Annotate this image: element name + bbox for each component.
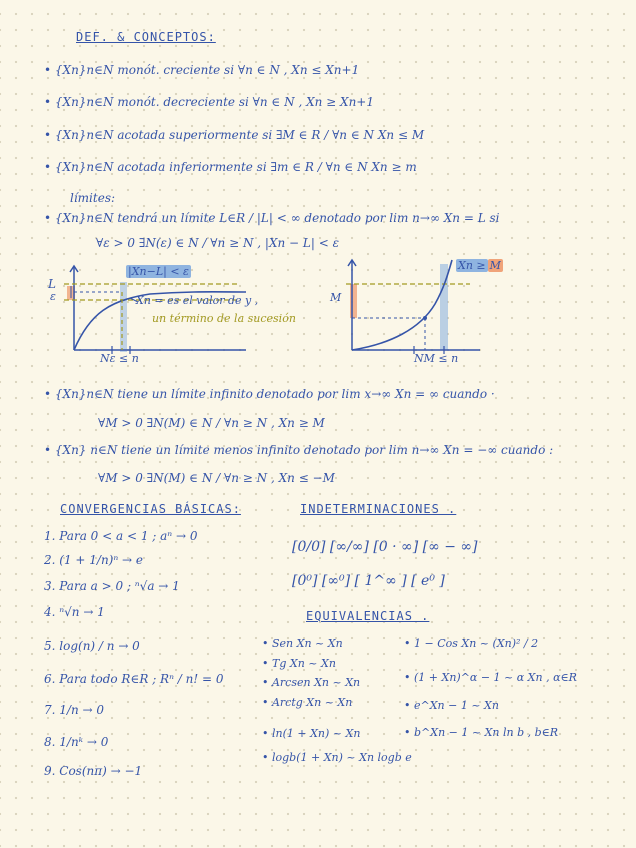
def-infinite-limit: • {Xn}n∈N tiene un límite infinito denotado por lim x→∞ Xn = ∞ cuando · [44,387,495,401]
equiv-left-1: • Sen Xn ~ Xn [262,637,343,650]
graph2-M-label: M [330,291,342,304]
conv-item-4: 4. ⁿ√n → 1 [44,605,105,619]
conv-item-6: 6. Para todo R∈R ; Rⁿ / n! = 0 [44,672,224,686]
indeterminations-title: INDETERMINACIONES . [300,502,457,516]
graph2-badge-left: Xn ≥ [458,259,486,272]
equiv-left-6: • logb(1 + Xn) ~ Xn logb e [262,751,412,764]
conv-item-2: 2. (1 + 1/n)ⁿ → e [44,553,143,567]
def-decreasing: • {Xn}n∈N monót. decreciente si ∀n ∈ N , Xn ≥ Xn+1 [44,95,374,109]
def-minus-infinite-condition: ∀M > 0 ∃N(M) ∈ N / ∀n ≥ N , Xn ≤ −M [98,471,335,485]
conv-item-9: 9. Cos(nπ) → −1 [44,764,143,778]
limits-label: límites: [70,191,116,205]
equiv-left-5: • ln(1 + Xn) ~ Xn [262,727,361,740]
def-limit: • {Xn}n∈N tendrá un límite L∈R / |L| < ∞ denotado por lim n→∞ Xn = L si [44,211,500,225]
equivalences-title: EQUIVALENCIAS . [306,609,430,623]
graph2-axis-label: NM ≤ n [414,352,459,365]
equiv-left-2: • Tg Xn ~ Xn [262,657,336,670]
graph1-badge-text: |Xn−L| < ε [128,265,189,278]
equiv-left-4: • Arctg Xn ~ Xn [262,696,353,709]
graph2-badge [456,260,503,271]
equiv-right-1: • 1 − Cos Xn ~ (Xn)² / 2 [404,637,539,650]
indet-row-1: [0/0] [∞/∞] [0 · ∞] [∞ − ∞] [292,539,478,555]
graph1-axis-label: Nε ≤ n [100,352,139,365]
graph1-note-1: Xn = es el valor de y , [136,294,259,307]
conv-item-8: 8. 1/nᵏ → 0 [44,735,109,749]
def-minus-infinite-limit: • {Xn} n∈N tiene un límite menos infinito denotado por lim n→∞ Xn = −∞ cuando : [44,443,554,457]
graph1-L-label: L [48,277,56,291]
graph1-eps-label: ε [50,290,56,303]
def-limit-condition: ∀ε > 0 ∃N(ε) ∈ N / ∀n ≥ N , |Xn − L| < ε [96,236,340,250]
graph1-badge [126,266,191,277]
def-bounded-above: • {Xn}n∈N acotada superiormente si ∃M ∈ R / ∀n ∈ N Xn ≤ M [44,128,425,142]
graph1-note-2: un término de la sucesión [152,312,296,325]
m-band [350,284,357,318]
equiv-right-4: • b^Xn − 1 ~ Xn ln b , b∈R [404,726,559,739]
equiv-right-2: • (1 + Xn)^α − 1 ~ α Xn , α∈R [404,671,577,684]
conv-item-5: 5. log(n) / n → 0 [44,639,140,653]
def-infinite-condition: ∀M > 0 ∃N(M) ∈ N / ∀n ≥ N , Xn ≥ M [98,416,325,430]
highlight-strip [120,282,127,352]
equiv-right-3: • e^Xn − 1 ~ Xn [404,699,499,712]
conv-item-3: 3. Para a > 0 ; ⁿ√a → 1 [44,579,180,593]
indet-row-2: [0⁰] [∞⁰] [ 1^∞ ] [ e⁰ ] [292,573,445,589]
def-bounded-below: • {Xn}n∈N acotada inferiormente si ∃m ∈ R / ∀n ∈ N Xn ≥ m [44,160,417,174]
convergences-title: CONVERGENCIAS BÁSICAS: [60,502,241,516]
conv-item-7: 7. 1/n → 0 [44,703,104,717]
equiv-left-3: • Arcsen Xn ~ Xn [262,676,361,689]
def-increasing: • {Xn}n∈N monót. creciente si ∀n ∈ N , Xn ≤ Xn+1 [44,63,360,77]
graph2-badge-right: M [489,259,501,272]
conv-item-1: 1. Para 0 < a < 1 ; aⁿ → 0 [44,529,198,543]
page-title: DEF. & CONCEPTOS: [76,30,216,44]
